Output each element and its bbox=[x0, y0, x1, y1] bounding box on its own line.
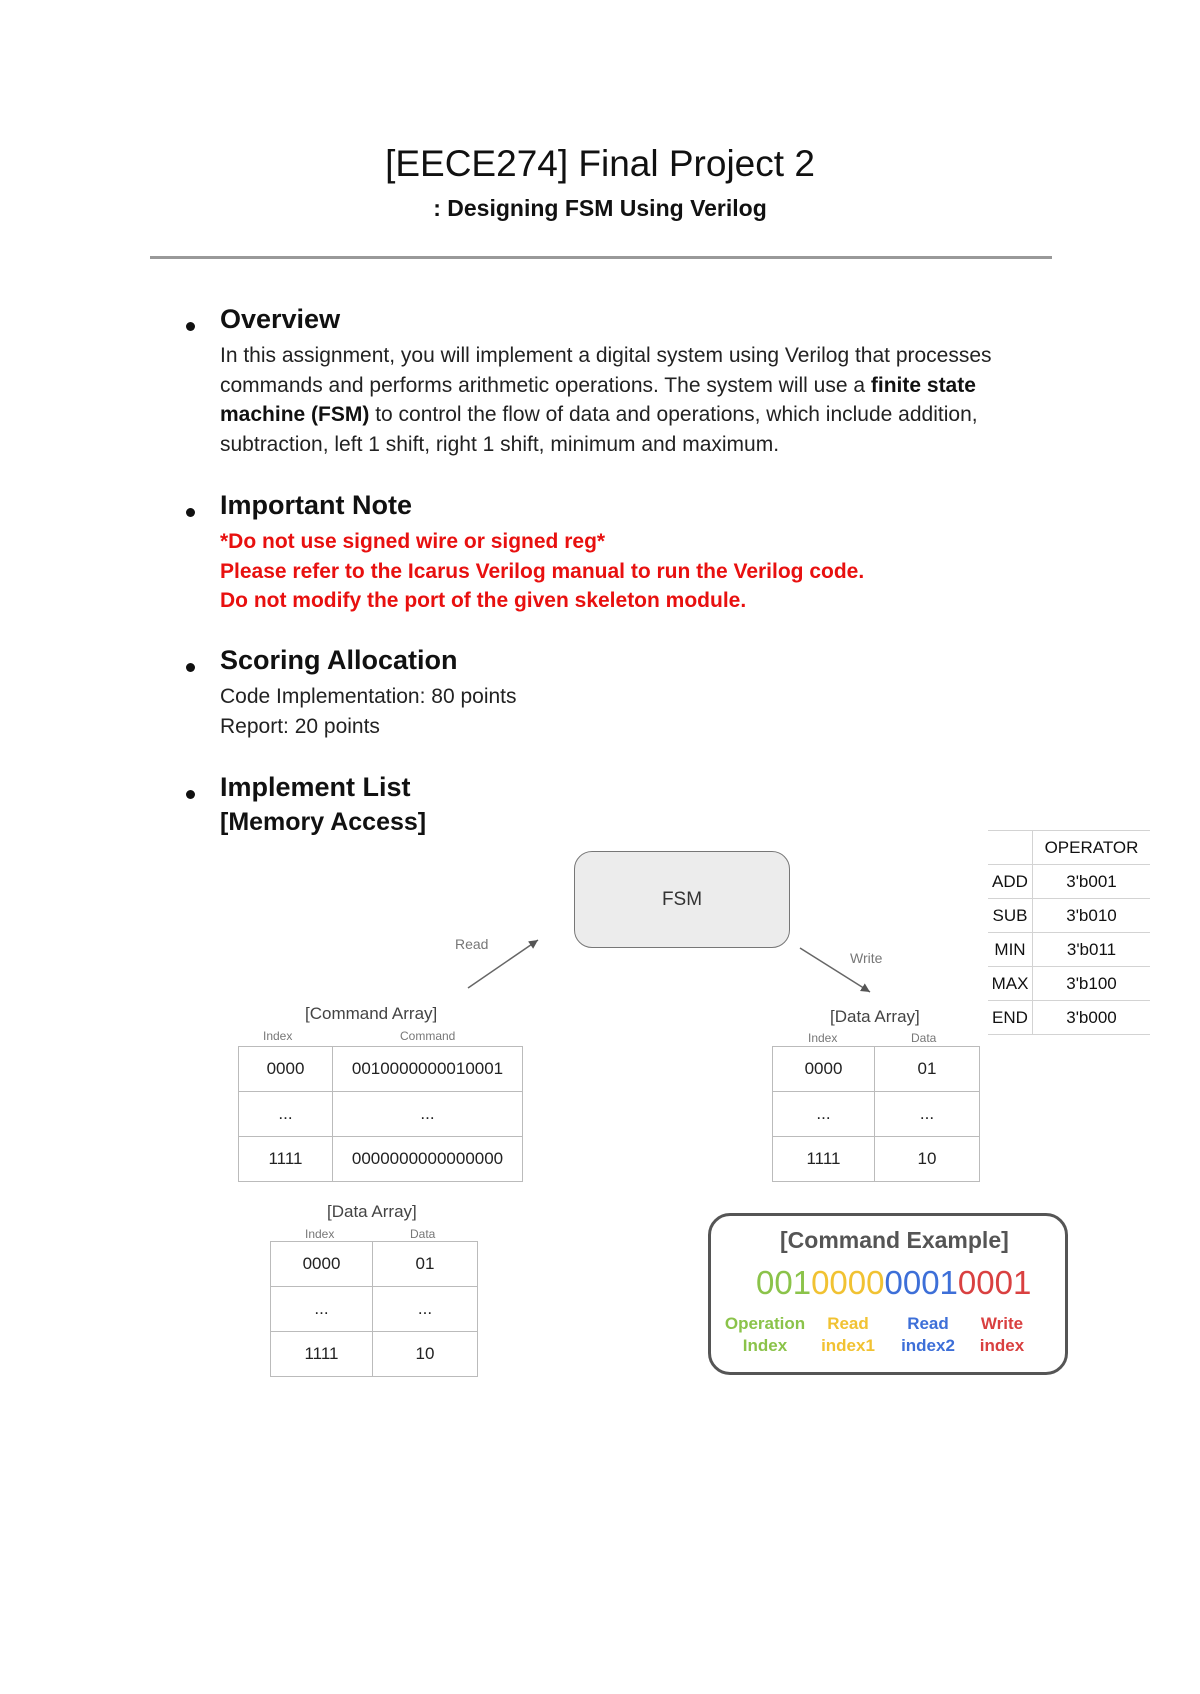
table-row bbox=[271, 1242, 478, 1287]
overview-text-run: commands and performs arithmetic operations. The system will use a bbox=[220, 373, 871, 397]
data-array-right-col-data: Data bbox=[911, 1031, 937, 1045]
note-line: Please refer to the Icarus Verilog manual to run the Verilog code. bbox=[220, 559, 865, 583]
data-array-left-col-index: Index bbox=[305, 1227, 335, 1241]
table-cell: 0000 bbox=[773, 1047, 875, 1092]
table-cell: ... bbox=[875, 1092, 980, 1137]
table-cell: 1111 bbox=[271, 1332, 373, 1377]
write-label: Write bbox=[850, 950, 883, 966]
data-array-left-caption: [Data Array] bbox=[327, 1202, 417, 1221]
overview-line: subtraction, left 1 shift, right 1 shift, minimum and maximum. bbox=[220, 432, 780, 456]
table-row bbox=[239, 1047, 523, 1092]
table-row bbox=[988, 933, 1150, 967]
table-cell: 01 bbox=[373, 1242, 478, 1287]
table-row bbox=[988, 865, 1150, 899]
table-cell: 3'b011 bbox=[1033, 933, 1151, 967]
table-cell: ... bbox=[773, 1092, 875, 1137]
data-array-left-table bbox=[270, 1241, 478, 1377]
data-array-right-caption: [Data Array] bbox=[830, 1007, 920, 1026]
table-cell bbox=[988, 831, 1033, 865]
implement-heading: Implement List bbox=[220, 772, 411, 802]
label-operation-index bbox=[718, 1313, 812, 1357]
scoring-line: Code Implementation: 80 points bbox=[220, 685, 517, 708]
table-row bbox=[773, 1092, 980, 1137]
table-cell: ... bbox=[239, 1092, 333, 1137]
table-cell: ADD bbox=[988, 865, 1033, 899]
label-line: Index bbox=[742, 1336, 788, 1355]
table-cell: 3'b000 bbox=[1033, 1001, 1151, 1035]
table-cell: 01 bbox=[875, 1047, 980, 1092]
label-line: Operation bbox=[724, 1314, 806, 1333]
table-cell: 1111 bbox=[773, 1137, 875, 1182]
table-cell: 0000 bbox=[271, 1242, 373, 1287]
page-subtitle: : Designing FSM Using Verilog bbox=[433, 195, 767, 221]
table-cell: ... bbox=[333, 1092, 523, 1137]
operator-table bbox=[988, 830, 1150, 1035]
bits-read-index2: 0001 bbox=[884, 1264, 958, 1301]
label-line: Read bbox=[907, 1314, 949, 1333]
table-cell: 3'b010 bbox=[1033, 899, 1151, 933]
command-array-table bbox=[238, 1046, 523, 1182]
label-line: Read bbox=[827, 1314, 869, 1333]
overview-line: In this assignment, you will implement a digital system using Verilog that processes bbox=[220, 344, 992, 367]
overview-bold-run: finite state bbox=[870, 373, 976, 397]
table-row bbox=[988, 967, 1150, 1001]
command-example-box bbox=[708, 1213, 1068, 1375]
command-array-col-index: Index bbox=[263, 1029, 293, 1043]
table-cell: ... bbox=[373, 1287, 478, 1332]
command-array-caption: [Command Array] bbox=[305, 1004, 438, 1023]
label-read-index1 bbox=[814, 1313, 882, 1357]
table-cell: 1111 bbox=[239, 1137, 333, 1182]
table-row bbox=[988, 831, 1150, 865]
table-row bbox=[773, 1137, 980, 1182]
table-cell: 3'b001 bbox=[1033, 865, 1151, 899]
table-row bbox=[239, 1137, 523, 1182]
overview-heading: Overview bbox=[220, 304, 341, 334]
table-cell: ... bbox=[271, 1287, 373, 1332]
table-cell: SUB bbox=[988, 899, 1033, 933]
command-example-bits bbox=[756, 1264, 1031, 1302]
table-row bbox=[239, 1092, 523, 1137]
command-array-col-command: Command bbox=[400, 1029, 456, 1043]
data-array-left-col-data: Data bbox=[410, 1227, 436, 1241]
note-line: *Do not use signed wire or signed reg* bbox=[220, 530, 606, 553]
table-row bbox=[773, 1047, 980, 1092]
scoring-line: Report: 20 points bbox=[220, 714, 380, 738]
bits-operation: 001 bbox=[756, 1264, 812, 1301]
table-cell: END bbox=[988, 1001, 1033, 1035]
scoring-heading: Scoring Allocation bbox=[220, 645, 458, 675]
label-line: index1 bbox=[821, 1336, 875, 1355]
table-cell: MAX bbox=[988, 967, 1033, 1001]
page-title: [EECE274] Final Project 2 bbox=[385, 143, 815, 184]
memory-access-heading: [Memory Access] bbox=[220, 808, 427, 836]
label-line: Write bbox=[980, 1314, 1024, 1333]
command-example-title: [Command Example] bbox=[780, 1227, 1009, 1253]
data-array-right-table bbox=[772, 1046, 980, 1182]
overview-bold-run: machine (FSM) bbox=[220, 403, 370, 426]
bits-write-index: 0001 bbox=[957, 1264, 1032, 1301]
table-row bbox=[988, 1001, 1150, 1035]
table-cell: 10 bbox=[373, 1332, 478, 1377]
table-cell: 0010000000010001 bbox=[333, 1047, 523, 1092]
label-read-index2 bbox=[893, 1313, 963, 1357]
data-array-right-col-index: Index bbox=[808, 1031, 838, 1045]
label-write-index bbox=[969, 1313, 1035, 1357]
operator-header: OPERATOR bbox=[1033, 831, 1151, 865]
label-line: index bbox=[979, 1336, 1025, 1355]
table-cell: 0000000000000000 bbox=[333, 1137, 523, 1182]
table-cell: 3'b100 bbox=[1033, 967, 1151, 1001]
label-line: index2 bbox=[901, 1336, 955, 1355]
read-label: Read bbox=[455, 936, 489, 952]
fsm-label: FSM bbox=[661, 888, 703, 910]
note-line: Do not modify the port of the given skeleton module. bbox=[220, 589, 747, 612]
table-cell: 0000 bbox=[239, 1047, 333, 1092]
overview-text-run: to control the flow of data and operations, which include addition, bbox=[369, 403, 978, 426]
bits-read-index1: 0000 bbox=[811, 1264, 885, 1301]
table-row bbox=[988, 899, 1150, 933]
note-heading: Important Note bbox=[220, 490, 412, 520]
table-cell: 10 bbox=[875, 1137, 980, 1182]
table-cell: MIN bbox=[988, 933, 1033, 967]
table-row bbox=[271, 1332, 478, 1377]
table-row bbox=[271, 1287, 478, 1332]
